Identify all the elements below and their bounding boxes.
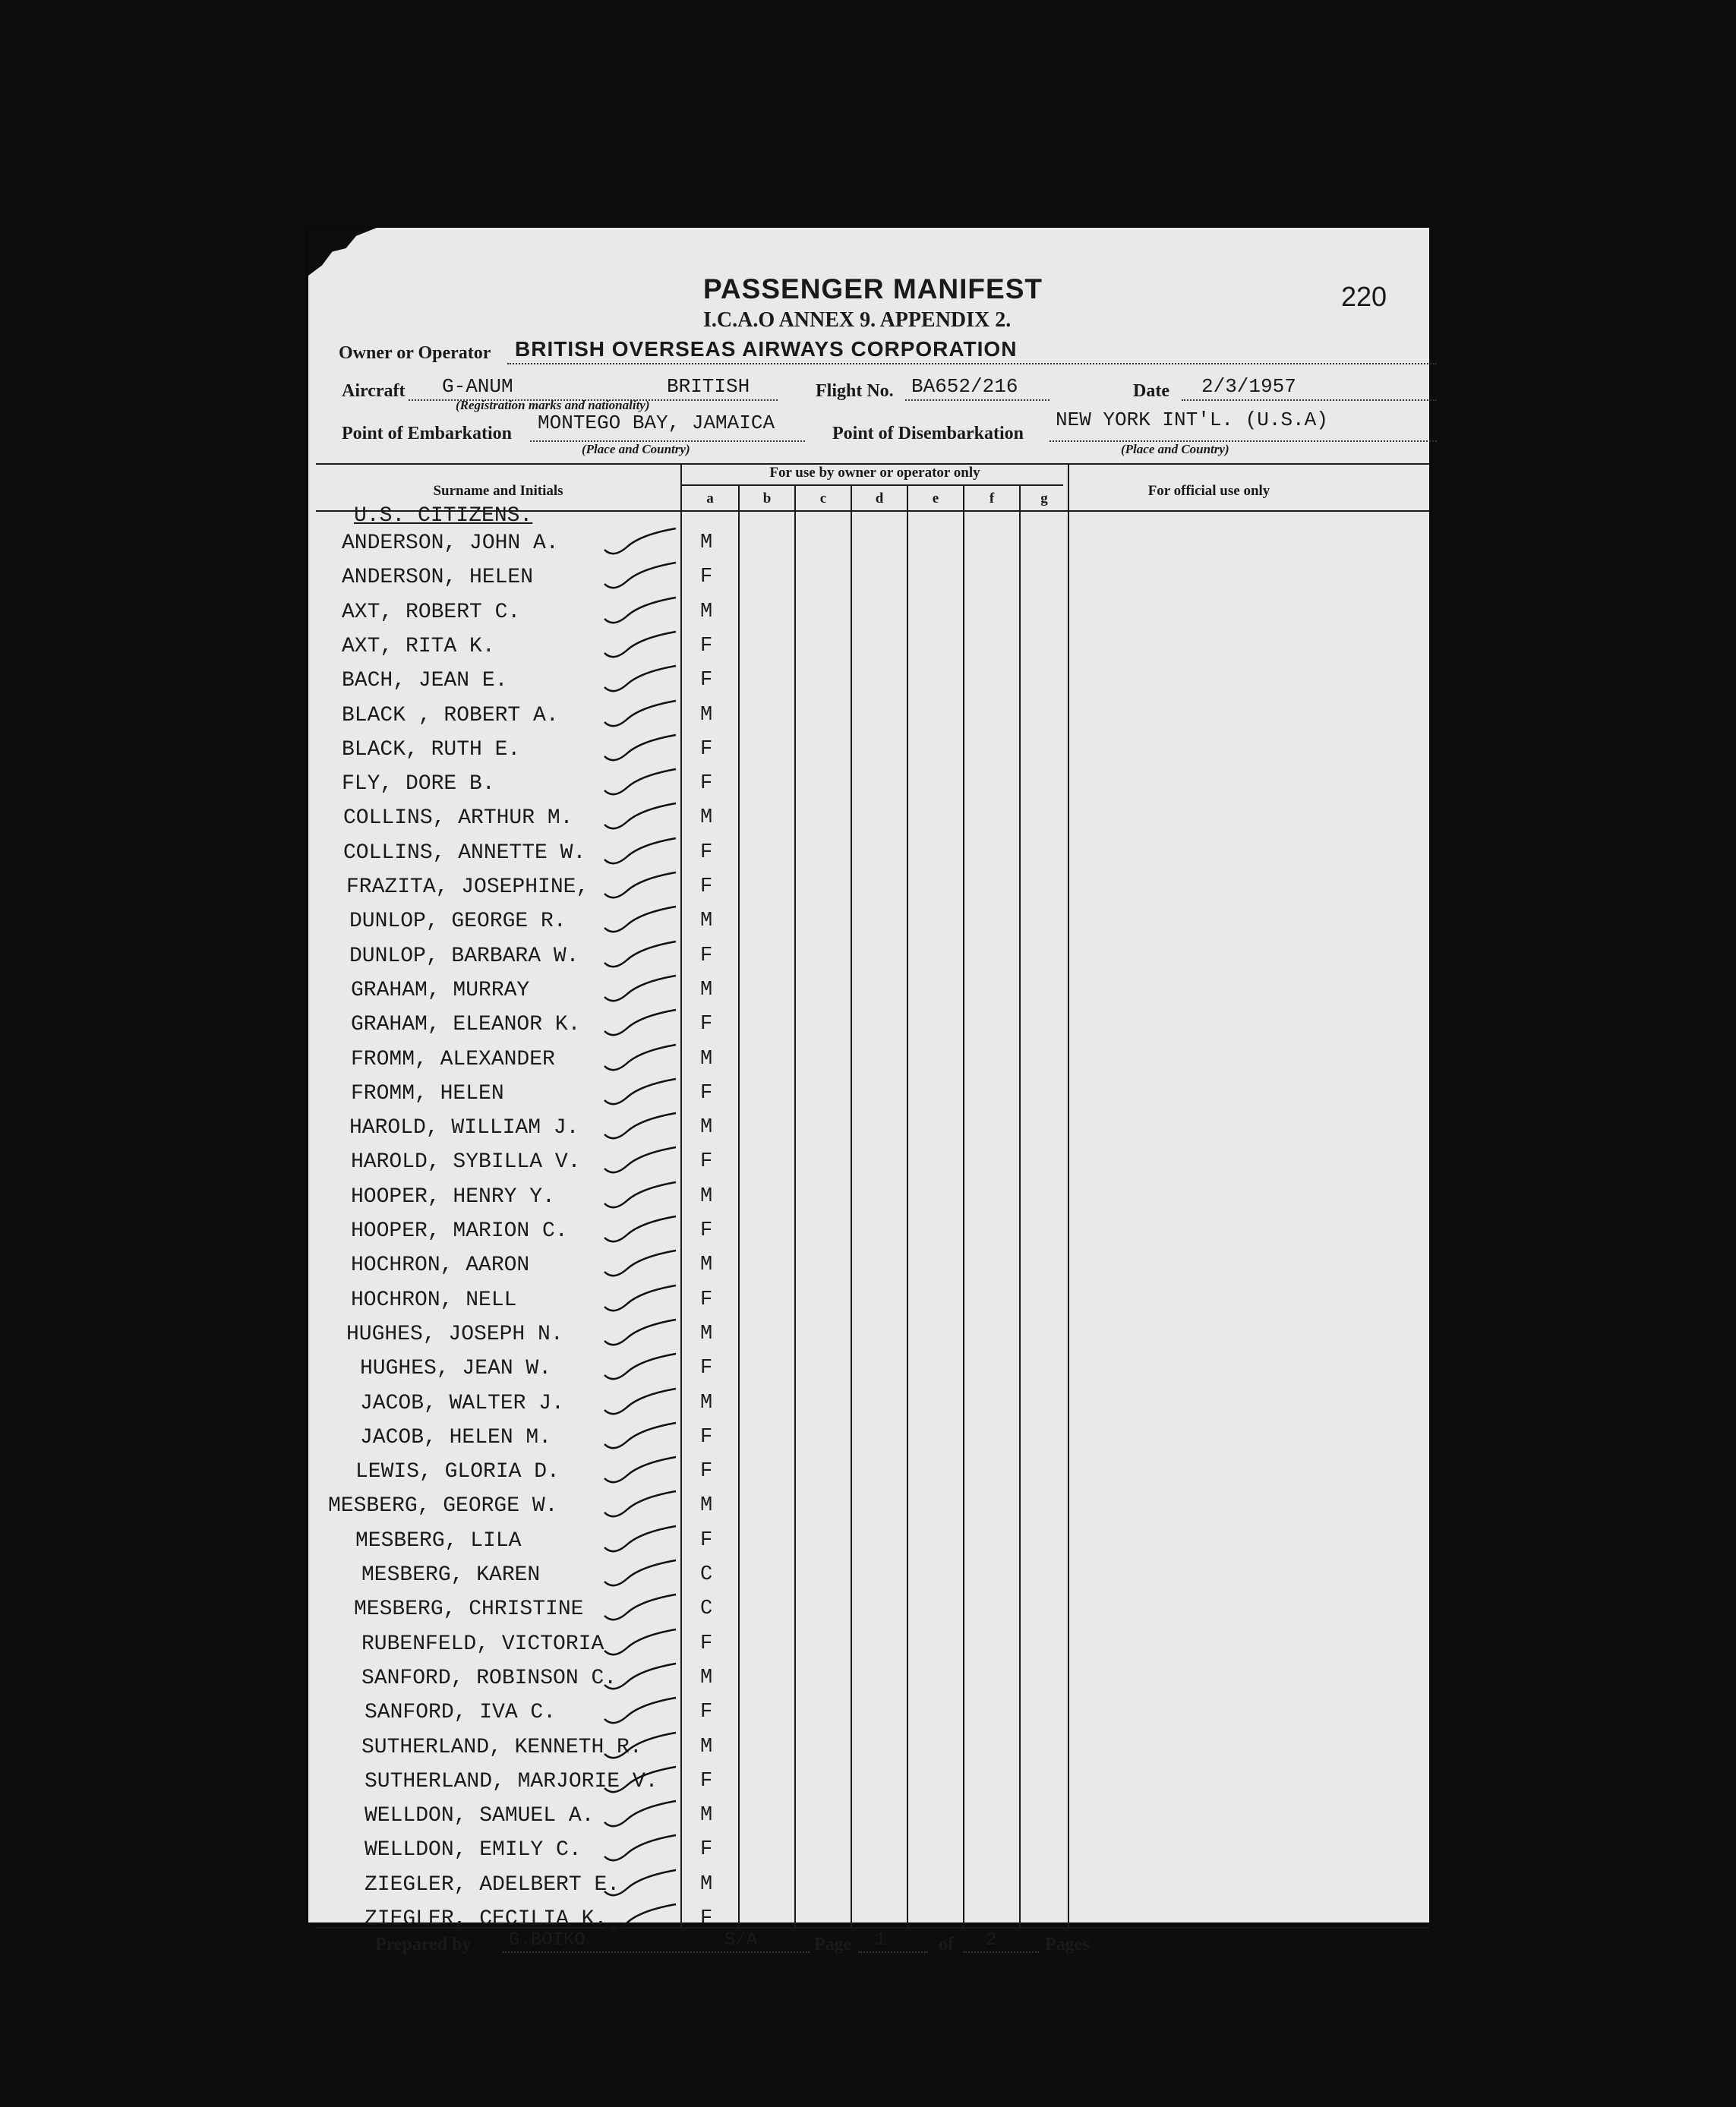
passenger-name: AXT, ROBERT C. (342, 600, 521, 624)
passenger-name: WELLDON, SAMUEL A. (365, 1804, 595, 1828)
page-title: PASSENGER MANIFEST (703, 273, 1043, 304)
passenger-sex: M (700, 1116, 713, 1140)
check-mark-icon (597, 1659, 680, 1697)
passenger-name: ZIEGLER, CECILIA K. (365, 1907, 608, 1931)
passenger-sex: F (700, 1013, 713, 1036)
passenger-name: HAROLD, SYBILLA V. (351, 1150, 581, 1175)
passenger-sex: M (700, 531, 713, 554)
prepared-by-role: S/A (724, 1930, 758, 1951)
page-label: Page (814, 1935, 852, 1954)
passenger-sex: F (700, 1907, 713, 1930)
check-mark-icon (597, 1762, 680, 1800)
disembarkation-caption: (Place and Country) (1121, 442, 1229, 456)
passenger-name: BLACK, RUTH E. (342, 737, 521, 762)
passenger-sex: M (700, 910, 713, 933)
passenger-name: ZIEGLER, ADELBERT E. (365, 1872, 620, 1897)
passenger-sex: F (700, 944, 713, 967)
passenger-name: JACOB, HELEN M. (360, 1425, 552, 1449)
passenger-name: BLACK , ROBERT A. (342, 703, 559, 727)
check-mark-icon (597, 1143, 680, 1181)
passenger-sex: F (700, 1460, 713, 1484)
passenger-name: WELLDON, EMILY C. (365, 1838, 582, 1863)
passenger-name: GRAHAM, MURRAY (351, 978, 530, 1002)
check-mark-icon (597, 593, 680, 631)
passenger-sex: F (700, 841, 713, 864)
check-mark-icon (597, 971, 680, 1009)
owner-label: Owner or Operator (339, 343, 491, 363)
pages-label: Pages (1045, 1935, 1090, 1954)
aircraft-caption: (Registration marks and nationality) (456, 398, 650, 412)
passenger-sex: F (700, 1150, 713, 1174)
passenger-sex: F (700, 875, 713, 898)
check-mark-icon (597, 1487, 680, 1525)
flight-value: BA652/216 (911, 375, 1018, 398)
check-mark-icon (597, 834, 680, 872)
passenger-name: GRAHAM, ELEANOR K. (351, 1013, 581, 1037)
passenger-sex: M (700, 1872, 713, 1896)
passenger-name: HOOPER, HENRY Y. (351, 1184, 555, 1209)
passenger-name: COLLINS, ANNETTE W. (343, 841, 586, 865)
passenger-name: SANFORD, ROBINSON C. (361, 1666, 617, 1690)
passenger-name: LEWIS, GLORIA D. (355, 1460, 560, 1484)
passenger-name: MESBERG, GEORGE W. (328, 1494, 558, 1519)
check-mark-icon (597, 902, 680, 940)
aircraft-nationality: BRITISH (667, 375, 750, 398)
passenger-sex: C (700, 1563, 713, 1586)
column-header-name: Surname and Initials (433, 483, 563, 499)
passenger-sex: F (700, 737, 713, 761)
sub-column-f: f (989, 490, 995, 506)
passenger-sex: F (700, 772, 713, 796)
passenger-name: HOCHRON, NELL (351, 1288, 517, 1312)
prepared-by-value: G.BOIKO (509, 1930, 586, 1951)
sub-column-b: b (762, 490, 772, 506)
passenger-name: DUNLOP, BARBARA W. (349, 944, 579, 968)
check-mark-icon (597, 1453, 680, 1490)
page-value: 1 (875, 1930, 886, 1951)
disembarkation-value: NEW YORK INT'L. (U.S.A) (1056, 408, 1328, 431)
passenger-sex: M (700, 1184, 713, 1208)
check-mark-icon (597, 1590, 680, 1628)
passenger-name: HUGHES, JEAN W. (360, 1357, 552, 1381)
check-mark-icon (597, 1728, 680, 1766)
passenger-name: SUTHERLAND, MARJORIE V. (365, 1769, 658, 1793)
check-mark-icon (597, 524, 680, 562)
section-label: U.S. CITIZENS. (354, 504, 533, 528)
passenger-name: COLLINS, ARTHUR M. (343, 806, 573, 831)
check-mark-icon (597, 1625, 680, 1663)
passenger-name: FROMM, HELEN (351, 1081, 504, 1106)
column-header-operator: For use by owner or operator only (769, 465, 980, 481)
passenger-sex: F (700, 1701, 713, 1724)
check-mark-icon (597, 1315, 680, 1353)
passenger-name: RUBENFELD, VICTORIA (361, 1632, 604, 1656)
check-mark-icon (597, 1212, 680, 1250)
passenger-sex: F (700, 1838, 713, 1862)
check-mark-icon (597, 1178, 680, 1216)
check-mark-icon (597, 661, 680, 699)
of-label: of (939, 1935, 954, 1954)
passenger-sex: F (700, 1528, 713, 1552)
passenger-sex: M (700, 978, 713, 1001)
check-mark-icon (597, 627, 680, 665)
owner-value: BRITISH OVERSEAS AIRWAYS CORPORATION (515, 337, 1018, 361)
passenger-name: FRAZITA, JOSEPHINE, (346, 875, 589, 899)
passenger-sex: M (700, 1322, 713, 1345)
sub-column-d: d (875, 490, 884, 506)
check-mark-icon (597, 1074, 680, 1112)
date-label: Date (1133, 381, 1169, 401)
passenger-sex: M (700, 1254, 713, 1277)
embarkation-caption: (Place and Country) (582, 442, 690, 456)
passenger-sex: F (700, 1081, 713, 1105)
check-mark-icon (597, 730, 680, 768)
passenger-sex: M (700, 1804, 713, 1828)
passenger-name: ANDERSON, HELEN (342, 566, 534, 590)
check-mark-icon (597, 1040, 680, 1078)
passenger-name: DUNLOP, GEORGE R. (349, 910, 567, 934)
check-mark-icon (597, 799, 680, 837)
passenger-sex: M (700, 1494, 713, 1518)
passenger-sex: M (700, 1391, 713, 1415)
check-mark-icon (597, 1246, 680, 1284)
check-mark-icon (597, 1349, 680, 1387)
embarkation-label: Point of Embarkation (342, 424, 513, 443)
check-mark-icon (597, 937, 680, 975)
sub-column-a: a (706, 490, 714, 506)
aircraft-registration: G-ANUM (442, 375, 513, 398)
passenger-name: MESBERG, KAREN (361, 1563, 541, 1587)
passenger-sex: F (700, 1357, 713, 1380)
check-mark-icon (597, 1831, 680, 1869)
check-mark-icon (597, 868, 680, 906)
check-mark-icon (597, 1522, 680, 1560)
check-mark-icon (597, 1693, 680, 1731)
passenger-sex: M (700, 1666, 713, 1689)
passenger-sex: M (700, 703, 713, 727)
passenger-name: SANFORD, IVA C. (365, 1701, 557, 1725)
passenger-sex: F (700, 669, 713, 692)
passenger-name: MESBERG, LILA (355, 1528, 522, 1553)
check-mark-icon (597, 1281, 680, 1319)
check-mark-icon (597, 1900, 680, 1938)
passenger-sex: M (700, 1047, 713, 1071)
passenger-sex: M (700, 806, 713, 830)
passenger-sex: F (700, 566, 713, 589)
passenger-sex: F (700, 1632, 713, 1655)
passenger-name: MESBERG, CHRISTINE (354, 1598, 584, 1622)
passenger-name: BACH, JEAN E. (342, 669, 508, 693)
passenger-name: ANDERSON, JOHN A. (342, 531, 559, 555)
check-mark-icon (597, 696, 680, 734)
passenger-name: SUTHERLAND, KENNETH R. (361, 1735, 642, 1759)
check-mark-icon (597, 1556, 680, 1594)
passenger-name: FLY, DORE B. (342, 772, 495, 796)
torn-corner (308, 228, 377, 296)
sheet-number: 220 (1341, 281, 1387, 312)
check-mark-icon (597, 765, 680, 803)
passenger-name: HOOPER, MARION C. (351, 1219, 568, 1243)
sub-column-e: e (932, 490, 939, 506)
sub-column-c: c (819, 490, 827, 506)
passenger-sex: F (700, 1219, 713, 1242)
check-mark-icon (597, 1866, 680, 1904)
prepared-by-label: Prepared by (375, 1935, 472, 1954)
date-value: 2/3/1957 (1201, 375, 1296, 398)
of-value: 2 (986, 1930, 997, 1951)
flight-label: Flight No. (816, 381, 894, 401)
check-mark-icon (597, 1109, 680, 1147)
check-mark-icon (597, 1796, 680, 1834)
check-mark-icon (597, 1418, 680, 1456)
passenger-name: FROMM, ALEXANDER (351, 1047, 555, 1071)
embarkation-value: MONTEGO BAY, JAMAICA (538, 412, 775, 434)
check-mark-icon (597, 1384, 680, 1422)
disembarkation-label: Point of Disembarkation (832, 424, 1024, 443)
passenger-sex: F (700, 1425, 713, 1449)
passenger-sex: F (700, 634, 713, 658)
sub-column-g: g (1040, 490, 1048, 506)
passenger-name: HOCHRON, AARON (351, 1254, 530, 1278)
passenger-sex: M (700, 600, 713, 623)
manifest-sheet (308, 228, 1429, 1954)
passenger-name: HUGHES, JOSEPH N. (346, 1322, 563, 1346)
column-header-official: For official use only (1147, 483, 1270, 499)
passenger-sex: M (700, 1735, 713, 1758)
passenger-sex: F (700, 1769, 713, 1793)
check-mark-icon (597, 558, 680, 596)
aircraft-label: Aircraft (342, 381, 406, 401)
passenger-sex: C (700, 1598, 713, 1621)
page-subtitle: I.C.A.O ANNEX 9. APPENDIX 2. (703, 308, 1012, 332)
passenger-name: AXT, RITA K. (342, 634, 495, 658)
passenger-name: HAROLD, WILLIAM J. (349, 1116, 579, 1140)
passenger-sex: F (700, 1288, 713, 1311)
check-mark-icon (597, 1005, 680, 1043)
passenger-name: JACOB, WALTER J. (360, 1391, 564, 1415)
